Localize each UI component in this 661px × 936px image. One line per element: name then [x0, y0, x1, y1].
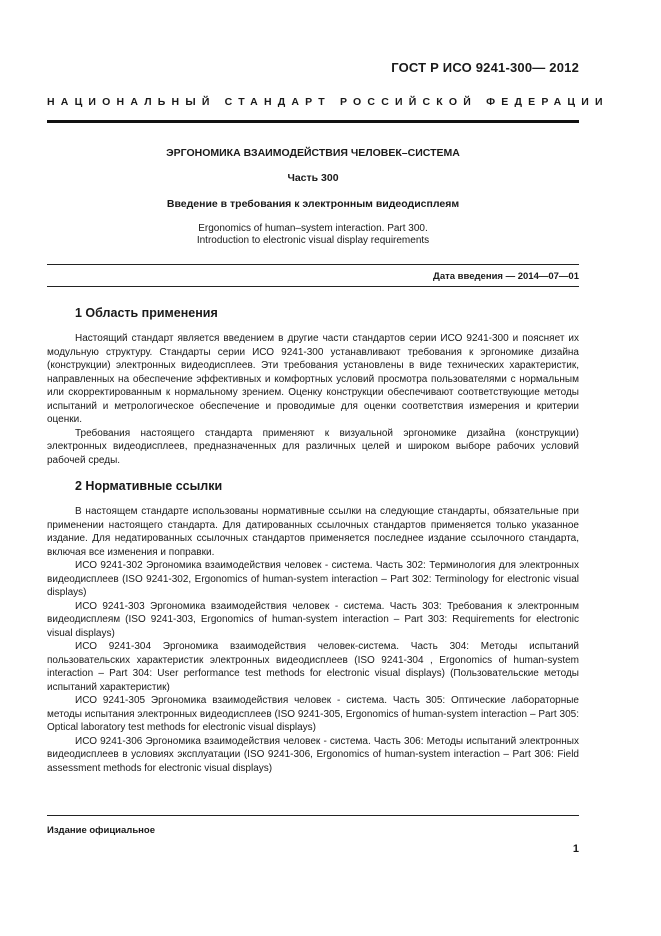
header-divider — [47, 120, 579, 123]
reference-item: ИСО 9241-304 Эргономика взаимодействия человек-система. Часть 304: Методы испытаний пользовательских характеристик электронных видеодисплеев (ISO 9241-304 , Ergonomics of human-system interaction – Part 304: User performance test methods for electronic visual displays) (Пользовательские методы испытаний характеристик) — [47, 641, 579, 693]
standard-number: ГОСТ Р ИСО 9241-300— 2012 — [391, 60, 579, 75]
footer-divider — [47, 815, 579, 816]
reference-item: ИСО 9241-303 Эргономика взаимодействия человек - система. Часть 303: Требования к электронным видеодисплеям (ISO 9241-303, Ergonomics of human-system interaction – Part 303: Requirements for electronic visual displays) — [47, 600, 579, 639]
paragraph: Настоящий стандарт является введением в другие части стандартов серии ИСО 9241-300 и поясняет их модульную структуру. Стандарты серии ИСО 9241-300 устанавливают требования к эргономике дизайна (конструкции) электронных видеодисплеев. Эти требования установлены в виде технических характеристик, направленных на обеспечение эффективных и комфортных условий просмотра пользователями с нормальным или скорректированным к нормальному зрением. Оценку конструкции обеспечивают соответствующие методы испытаний и метрологическое обеспечение и проводимые для оценки соответствия измерения и критерии оценки. — [47, 333, 579, 425]
section-heading: 2 Нормативные ссылки — [75, 479, 223, 493]
introduction-date: Дата введения — 2014—07—01 — [433, 271, 579, 282]
paragraph: Требования настоящего стандарта применяют к визуальной эргономике дизайна (конструкции) электронных видеодисплеев, предназначенных для различных целей и широком выборе рабочих условий рабочей среды. — [47, 427, 579, 466]
section-scope — [47, 306, 579, 467]
english-title — [47, 223, 579, 247]
reference-item: ИСО 9241-302 Эргономика взаимодействия человек - система. Часть 302: Терминология для электронных видеодисплеев (ISO 9241-302, Ergonomics of human-system interaction – Part 302: Terminology for electronic visual displays) — [47, 560, 579, 598]
national-standard-banner: НАЦИОНАЛЬНЫЙ СТАНДАРТ РОССИЙСКОЙ ФЕДЕРАЦИИ — [47, 96, 609, 108]
page-number: 1 — [572, 843, 579, 855]
document-body — [47, 306, 579, 775]
section-normative-references — [47, 479, 579, 775]
section-heading: 1 Область применения — [75, 306, 218, 320]
english-title-line-1: Ergonomics of human–system interaction. Part 300. — [198, 223, 428, 234]
official-edition-label: Издание официальное — [47, 825, 155, 836]
document-subtitle: Введение в требования к электронным видеодисплеям — [166, 198, 460, 210]
title-divider-bottom — [47, 286, 579, 287]
reference-item: ИСО 9241-306 Эргономика взаимодействия человек - система. Часть 306: Методы испытаний электронных видеодисплеев в условиях эксплуатации (ISO 9241-306, Ergonomics of human-system interaction – Part 306: Field assessment methods for electronic visual displays) — [47, 735, 579, 774]
document-title: ЭРГОНОМИКА ВЗАИМОДЕЙСТВИЯ ЧЕЛОВЕК–СИСТЕМА — [166, 147, 460, 159]
document-part: Часть 300 — [287, 172, 339, 184]
paragraph: В настоящем стандарте использованы нормативные ссылки на следующие стандарты, обязательные при применении настоящего стандарта. Для датированных ссылочных стандартов применяется только указанное издание. Для недатированных ссылочных стандартов применяется последнее издание ссылочного стандарта, включая все изменения и поправки. — [47, 506, 579, 558]
reference-item: ИСО 9241-305 Эргономика взаимодействия человек - система. Часть 305: Оптические лабораторные методы испытания электронных видеодисплеев (ISO 9241-305, Ergonomics of human-system interaction – Part 305: Optical laboratory test methods for electronic visual displays) — [47, 695, 579, 733]
title-divider-top — [47, 264, 579, 265]
english-title-line-2: Introduction to electronic visual display requirements — [196, 235, 430, 246]
